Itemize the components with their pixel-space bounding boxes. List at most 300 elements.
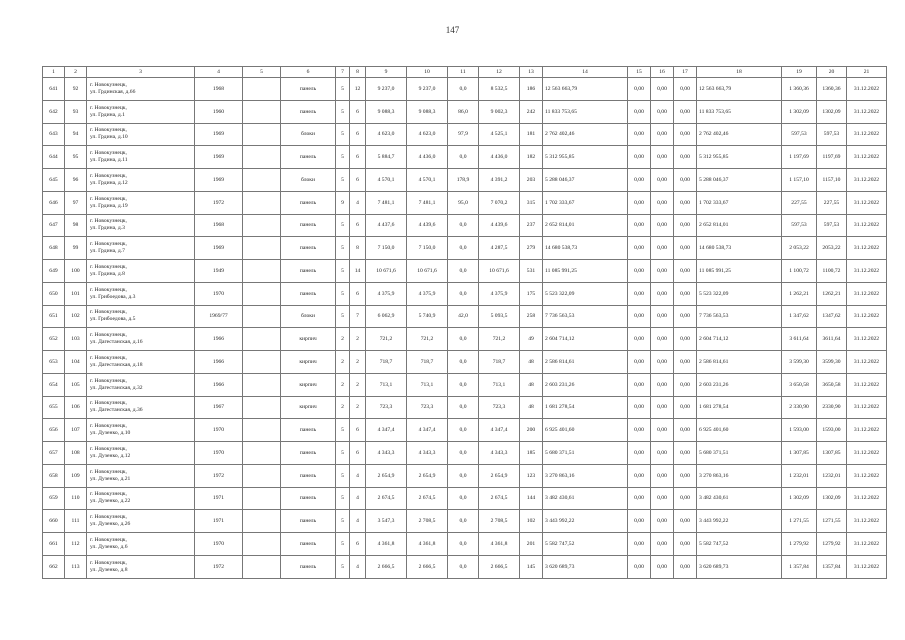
cell-c18: 5 312 955,85 (697, 146, 782, 169)
cell-c10: 4 623,0 (407, 123, 448, 146)
cell-c10: 4 570,1 (407, 169, 448, 192)
table-row (43, 419, 887, 442)
cell-c21: 31.12.2022 (847, 260, 887, 283)
cell-c6: панель (281, 419, 336, 442)
cell-c20: 1357,84 (817, 555, 847, 578)
address-city: г. Новокузнецк, (90, 423, 127, 430)
address-city: г. Новокузнецк, (90, 195, 127, 202)
cell-c9: 7 150,0 (366, 237, 407, 260)
cell-c15: 0,00 (628, 237, 651, 260)
cell-c17: 0,00 (674, 100, 697, 123)
cell-c8: 6 (350, 419, 366, 442)
cell-c9: 9 088,3 (366, 100, 407, 123)
cell-c11: 0,0 (448, 282, 479, 305)
address-city: г. Новокузнецк, (90, 468, 127, 475)
cell-c2: 102 (65, 305, 87, 328)
cell-c18: 3 482 430,61 (697, 487, 782, 510)
cell-c13: 144 (520, 487, 543, 510)
cell-c4: 1949 (195, 260, 243, 283)
address-city: г. Новокузнецк, (90, 309, 127, 316)
address-street: ул. Грдина, д.1 (90, 111, 125, 118)
cell-c19: 227,55 (782, 191, 817, 214)
address-city: г. Новокузнецк, (90, 400, 127, 407)
cell-c20: 1347,62 (817, 305, 847, 328)
cell-c12: 4 343,3 (479, 442, 520, 465)
cell-c20: 227,55 (817, 191, 847, 214)
cell-c6: панель (281, 191, 336, 214)
cell-c13: 531 (520, 260, 543, 283)
cell-c17: 0,00 (674, 123, 697, 146)
cell-c7: 5 (336, 487, 350, 510)
cell-c20: 1197,69 (817, 146, 847, 169)
cell-c5 (243, 442, 281, 465)
cell-c12: 4 391,2 (479, 169, 520, 192)
cell-c5 (243, 100, 281, 123)
cell-c9: 9 237,0 (366, 78, 407, 101)
cell-c11: 0,0 (448, 533, 479, 556)
cell-c13: 258 (520, 305, 543, 328)
cell-c4: 1966 (195, 328, 243, 351)
cell-c16: 0,00 (651, 123, 674, 146)
column-header: 19 (782, 67, 817, 78)
address-street: ул. Дузенко, д.22 (90, 498, 131, 505)
address-street: ул. Грибоедова, д.5 (90, 316, 136, 323)
cell-c5 (243, 328, 281, 351)
cell-c2: 103 (65, 328, 87, 351)
cell-c5 (243, 464, 281, 487)
cell-c7: 5 (336, 464, 350, 487)
cell-c8: 6 (350, 123, 366, 146)
address-city: г. Новокузнецк, (90, 445, 127, 452)
address-city: г. Новокузнецк, (90, 81, 127, 88)
cell-c21: 31.12.2022 (847, 419, 887, 442)
cell-c14: 3 482 430,61 (543, 487, 628, 510)
address-street: ул. Дузенко, д.6 (90, 543, 128, 550)
cell-c21: 31.12.2022 (847, 555, 887, 578)
cell-c2: 108 (65, 442, 87, 465)
cell-c17: 0,00 (674, 510, 697, 533)
column-header: 18 (697, 67, 782, 78)
address-city: г. Новокузнецк, (90, 377, 127, 384)
cell-c18: 7 736 563,53 (697, 305, 782, 328)
cell-c15: 0,00 (628, 487, 651, 510)
cell-c18: 2 603 231,26 (697, 373, 782, 396)
cell-c18: 5 523 322,09 (697, 282, 782, 305)
cell-c18: 1 681 278,54 (697, 396, 782, 419)
cell-c7: 2 (336, 396, 350, 419)
cell-c12: 4 525,1 (479, 123, 520, 146)
cell-c15: 0,00 (628, 328, 651, 351)
address-street: ул. Грдина, д.8 (90, 270, 125, 277)
cell-c15: 0,00 (628, 100, 651, 123)
cell-c12: 2 708,5 (479, 510, 520, 533)
cell-c2: 111 (65, 510, 87, 533)
cell-c5 (243, 169, 281, 192)
cell-c9: 6 062,9 (366, 305, 407, 328)
cell-c10: 9 237,0 (407, 78, 448, 101)
cell-c14: 2 604 714,12 (543, 328, 628, 351)
cell-c4: 1970 (195, 533, 243, 556)
cell-c8: 2 (350, 373, 366, 396)
cell-c9: 4 347,4 (366, 419, 407, 442)
cell-c16: 0,00 (651, 169, 674, 192)
cell-c21: 31.12.2022 (847, 328, 887, 351)
cell-c15: 0,00 (628, 123, 651, 146)
cell-c14: 5 312 955,85 (543, 146, 628, 169)
cell-c10: 4 436,0 (407, 146, 448, 169)
cell-c9: 4 437,6 (366, 214, 407, 237)
cell-c18: 14 680 538,73 (697, 237, 782, 260)
cell-c17: 0,00 (674, 396, 697, 419)
cell-c19: 3 599,30 (782, 351, 817, 374)
cell-c2: 98 (65, 214, 87, 237)
cell-c11: 0,0 (448, 419, 479, 442)
cell-c10: 7 481,1 (407, 191, 448, 214)
cell-c21: 31.12.2022 (847, 237, 887, 260)
cell-c2: 96 (65, 169, 87, 192)
cell-c17: 0,00 (674, 191, 697, 214)
table-row (43, 237, 887, 260)
cell-c16: 0,00 (651, 191, 674, 214)
address-cell (87, 510, 195, 533)
cell-c10: 2 674,5 (407, 487, 448, 510)
cell-c12: 4 436,0 (479, 146, 520, 169)
cell-c14: 5 680 371,51 (543, 442, 628, 465)
cell-c9: 4 375,9 (366, 282, 407, 305)
cell-c8: 12 (350, 78, 366, 101)
cell-c10: 5 740,9 (407, 305, 448, 328)
cell-c14: 2 762 402,46 (543, 123, 628, 146)
cell-c16: 0,00 (651, 487, 674, 510)
cell-c5 (243, 555, 281, 578)
table-row (43, 510, 887, 533)
cell-c10: 2 666,5 (407, 555, 448, 578)
cell-c9: 4 343,3 (366, 442, 407, 465)
address-cell (87, 487, 195, 510)
address-cell (87, 146, 195, 169)
cell-c4: 1972 (195, 191, 243, 214)
cell-c12: 4 347,4 (479, 419, 520, 442)
cell-c15: 0,00 (628, 533, 651, 556)
cell-c19: 597,53 (782, 214, 817, 237)
cell-c18: 5 680 371,51 (697, 442, 782, 465)
cell-c13: 185 (520, 442, 543, 465)
cell-c19: 1 232,01 (782, 464, 817, 487)
cell-c15: 0,00 (628, 419, 651, 442)
cell-c6: блоки (281, 169, 336, 192)
cell-c21: 31.12.2022 (847, 396, 887, 419)
cell-c2: 109 (65, 464, 87, 487)
cell-c4: 1969 (195, 169, 243, 192)
cell-c19: 1 262,21 (782, 282, 817, 305)
cell-c21: 31.12.2022 (847, 351, 887, 374)
cell-c1: 660 (43, 510, 65, 533)
cell-c13: 237 (520, 214, 543, 237)
cell-c19: 1 347,62 (782, 305, 817, 328)
cell-c5 (243, 146, 281, 169)
cell-c20: 1232,01 (817, 464, 847, 487)
cell-c11: 178,9 (448, 169, 479, 192)
cell-c8: 4 (350, 555, 366, 578)
column-header: 16 (651, 67, 674, 78)
cell-c20: 1279,92 (817, 533, 847, 556)
cell-c20: 597,53 (817, 214, 847, 237)
cell-c17: 0,00 (674, 169, 697, 192)
address-cell (87, 555, 195, 578)
address-street: ул. Дузенко, д.8 (90, 566, 128, 573)
address-street: ул. Дузенко, д.21 (90, 475, 131, 482)
cell-c18: 12 563 663,79 (697, 78, 782, 101)
cell-c6: панель (281, 78, 336, 101)
cell-c13: 315 (520, 191, 543, 214)
cell-c11: 0,0 (448, 555, 479, 578)
address-city: г. Новокузнецк, (90, 127, 127, 134)
cell-c11: 0,0 (448, 260, 479, 283)
cell-c17: 0,00 (674, 260, 697, 283)
cell-c16: 0,00 (651, 464, 674, 487)
cell-c12: 7 070,2 (479, 191, 520, 214)
cell-c13: 203 (520, 169, 543, 192)
cell-c20: 1302,09 (817, 100, 847, 123)
cell-c9: 7 481,1 (366, 191, 407, 214)
cell-c13: 102 (520, 510, 543, 533)
cell-c15: 0,00 (628, 555, 651, 578)
cell-c2: 99 (65, 237, 87, 260)
cell-c14: 3 620 689,73 (543, 555, 628, 578)
cell-c5 (243, 123, 281, 146)
cell-c11: 0,0 (448, 351, 479, 374)
cell-c8: 7 (350, 305, 366, 328)
cell-c18: 2 762 402,46 (697, 123, 782, 146)
cell-c21: 31.12.2022 (847, 282, 887, 305)
cell-c18: 3 443 992,22 (697, 510, 782, 533)
cell-c14: 12 563 663,79 (543, 78, 628, 101)
cell-c1: 662 (43, 555, 65, 578)
cell-c18: 11 833 753,65 (697, 100, 782, 123)
column-header: 13 (520, 67, 543, 78)
table-row (43, 123, 887, 146)
cell-c2: 113 (65, 555, 87, 578)
address-street: ул. Дузенко, д.10 (90, 430, 131, 437)
cell-c11: 0,0 (448, 442, 479, 465)
cell-c6: панель (281, 260, 336, 283)
cell-c1: 649 (43, 260, 65, 283)
table-row (43, 533, 887, 556)
cell-c6: панель (281, 464, 336, 487)
cell-c1: 657 (43, 442, 65, 465)
cell-c6: блоки (281, 305, 336, 328)
address-street: ул. Дузенко, д.26 (90, 521, 131, 528)
page-number: 147 (445, 25, 460, 35)
cell-c15: 0,00 (628, 78, 651, 101)
cell-c7: 5 (336, 123, 350, 146)
address-cell (87, 328, 195, 351)
cell-c1: 647 (43, 214, 65, 237)
cell-c4: 1966 (195, 373, 243, 396)
cell-c6: панель (281, 533, 336, 556)
address-city: г. Новокузнецк, (90, 241, 127, 248)
cell-c20: 1307,85 (817, 442, 847, 465)
cell-c10: 713,1 (407, 373, 448, 396)
cell-c21: 31.12.2022 (847, 533, 887, 556)
address-cell (87, 100, 195, 123)
address-cell (87, 373, 195, 396)
address-cell (87, 123, 195, 146)
cell-c7: 2 (336, 351, 350, 374)
cell-c17: 0,00 (674, 282, 697, 305)
cell-c14: 5 288 046,37 (543, 169, 628, 192)
cell-c6: панель (281, 442, 336, 465)
cell-c19: 1 307,85 (782, 442, 817, 465)
cell-c1: 654 (43, 373, 65, 396)
cell-c4: 1972 (195, 464, 243, 487)
cell-c6: панель (281, 146, 336, 169)
address-cell (87, 214, 195, 237)
cell-c6: панель (281, 100, 336, 123)
cell-c19: 1 357,84 (782, 555, 817, 578)
cell-c1: 656 (43, 419, 65, 442)
cell-c7: 2 (336, 328, 350, 351)
table-row (43, 396, 887, 419)
cell-c10: 10 671,6 (407, 260, 448, 283)
cell-c4: 1970 (195, 442, 243, 465)
table-row (43, 442, 887, 465)
cell-c16: 0,00 (651, 100, 674, 123)
cell-c17: 0,00 (674, 419, 697, 442)
cell-c13: 200 (520, 419, 543, 442)
cell-c2: 101 (65, 282, 87, 305)
cell-c7: 2 (336, 373, 350, 396)
cell-c12: 4 439,6 (479, 214, 520, 237)
cell-c4: 1971 (195, 487, 243, 510)
cell-c16: 0,00 (651, 305, 674, 328)
cell-c1: 653 (43, 351, 65, 374)
address-cell (87, 419, 195, 442)
cell-c14: 1 702 333,67 (543, 191, 628, 214)
cell-c11: 0,0 (448, 78, 479, 101)
cell-c10: 7 150,0 (407, 237, 448, 260)
cell-c20: 1100,72 (817, 260, 847, 283)
cell-c2: 97 (65, 191, 87, 214)
column-header: 12 (479, 67, 520, 78)
cell-c17: 0,00 (674, 214, 697, 237)
cell-c11: 0,0 (448, 237, 479, 260)
cell-c15: 0,00 (628, 282, 651, 305)
cell-c7: 5 (336, 305, 350, 328)
cell-c4: 1968 (195, 214, 243, 237)
cell-c7: 5 (336, 214, 350, 237)
cell-c10: 718,7 (407, 351, 448, 374)
cell-c16: 0,00 (651, 419, 674, 442)
cell-c16: 0,00 (651, 510, 674, 533)
cell-c10: 2 654,9 (407, 464, 448, 487)
cell-c13: 201 (520, 533, 543, 556)
cell-c1: 659 (43, 487, 65, 510)
cell-c17: 0,00 (674, 373, 697, 396)
cell-c19: 2 330,90 (782, 396, 817, 419)
cell-c16: 0,00 (651, 373, 674, 396)
address-city: г. Новокузнецк, (90, 559, 127, 566)
cell-c9: 718,7 (366, 351, 407, 374)
cell-c5 (243, 373, 281, 396)
cell-c10: 723,3 (407, 396, 448, 419)
cell-c1: 645 (43, 169, 65, 192)
cell-c19: 1 360,36 (782, 78, 817, 101)
address-cell (87, 169, 195, 192)
cell-c5 (243, 78, 281, 101)
cell-c11: 0,0 (448, 214, 479, 237)
cell-c1: 655 (43, 396, 65, 419)
cell-c4: 1969 (195, 123, 243, 146)
cell-c20: 3599,30 (817, 351, 847, 374)
cell-c21: 31.12.2022 (847, 373, 887, 396)
cell-c16: 0,00 (651, 442, 674, 465)
cell-c7: 9 (336, 191, 350, 214)
cell-c14: 2 603 231,26 (543, 373, 628, 396)
cell-c2: 105 (65, 373, 87, 396)
table-row (43, 487, 887, 510)
table-row (43, 305, 887, 328)
cell-c14: 11 085 991,25 (543, 260, 628, 283)
cell-c7: 5 (336, 510, 350, 533)
cell-c14: 5 523 322,09 (543, 282, 628, 305)
cell-c12: 4 287,5 (479, 237, 520, 260)
cell-c1: 652 (43, 328, 65, 351)
cell-c7: 5 (336, 419, 350, 442)
address-street: ул. Дагестанская, д.36 (90, 407, 143, 414)
table-row (43, 100, 887, 123)
address-city: г. Новокузнецк, (90, 332, 127, 339)
cell-c2: 104 (65, 351, 87, 374)
cell-c2: 94 (65, 123, 87, 146)
cell-c20: 597,53 (817, 123, 847, 146)
cell-c8: 4 (350, 487, 366, 510)
address-city: г. Новокузнецк, (90, 514, 127, 521)
cell-c14: 7 736 563,53 (543, 305, 628, 328)
cell-c2: 112 (65, 533, 87, 556)
table-row (43, 78, 887, 101)
column-header: 17 (674, 67, 697, 78)
address-street: ул. Грдина, д.7 (90, 248, 125, 255)
cell-c7: 5 (336, 442, 350, 465)
cell-c12: 2 654,9 (479, 464, 520, 487)
address-street: ул. Грдина, д.11 (90, 157, 128, 164)
cell-c1: 646 (43, 191, 65, 214)
table-row (43, 351, 887, 374)
cell-c16: 0,00 (651, 282, 674, 305)
cell-c20: 1360,36 (817, 78, 847, 101)
cell-c5 (243, 282, 281, 305)
cell-c14: 2 586 814,61 (543, 351, 628, 374)
column-header: 8 (350, 67, 366, 78)
cell-c9: 4 361,8 (366, 533, 407, 556)
cell-c2: 100 (65, 260, 87, 283)
cell-c19: 3 611,64 (782, 328, 817, 351)
header-row (43, 67, 887, 78)
cell-c16: 0,00 (651, 533, 674, 556)
cell-c19: 597,53 (782, 123, 817, 146)
cell-c10: 4 361,8 (407, 533, 448, 556)
cell-c19: 1 100,72 (782, 260, 817, 283)
cell-c20: 1157,10 (817, 169, 847, 192)
cell-c14: 3 270 863,16 (543, 464, 628, 487)
cell-c20: 1302,09 (817, 487, 847, 510)
cell-c1: 641 (43, 78, 65, 101)
cell-c9: 2 674,5 (366, 487, 407, 510)
cell-c8: 6 (350, 100, 366, 123)
cell-c15: 0,00 (628, 351, 651, 374)
cell-c19: 3 650,58 (782, 373, 817, 396)
